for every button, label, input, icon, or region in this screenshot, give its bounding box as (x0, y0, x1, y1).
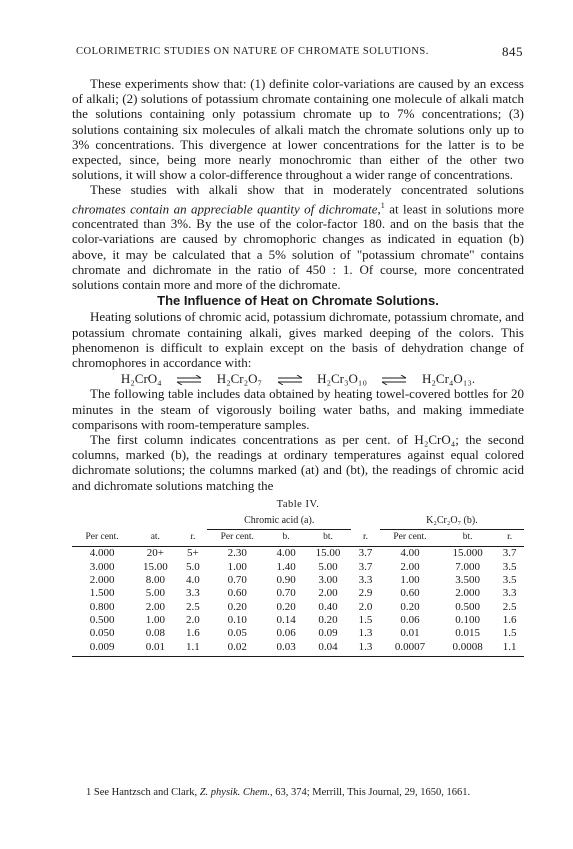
footnote-ref: 1 (380, 200, 385, 210)
table-title: Table IV. (276, 498, 320, 510)
table-cell: 0.20 (227, 600, 247, 613)
table-cell: 0.01 (400, 627, 420, 640)
equation-term-1: H₂CrO₄ (120, 371, 162, 387)
equation-term-3: H₂Cr₃O₁₀ (317, 371, 367, 387)
table-group-chromic-acid: Chromic acid (a). (207, 513, 351, 530)
table-cell: 0.10 (227, 613, 247, 626)
table-cell: 15.00 (315, 547, 341, 560)
table-cell: 0.20 (276, 600, 296, 613)
table-cell: 0.14 (276, 613, 296, 626)
table-cell: 1.5 (502, 627, 517, 640)
table-cell: 8.00 (145, 574, 165, 587)
paragraph-column-explanation: The first column indicates concentrations as per cent. of H₂CrO₄; the second columns, marked (b), the readings at ordinary temperatures against equal colored dichromate solutions; the columns marked (at) and (bt), the readings of chromic acid and dichromate solutions matching the (72, 432, 524, 493)
table-cell: 5.00 (145, 587, 165, 600)
page-number: 845 (502, 44, 523, 59)
table-cell: 2.000 (455, 587, 481, 600)
table-cell: 1.1 (495, 641, 524, 657)
table-cell: 0.40 (318, 600, 338, 613)
equilibrium-arrow-icon (176, 375, 202, 385)
table-cell: 1.6 (502, 613, 517, 626)
table-cell: 3.7 (358, 560, 373, 573)
table-body (72, 547, 524, 656)
table-cell: 0.08 (145, 627, 165, 640)
footnote-text-start: 1 See Hantzsch and Clark, (86, 787, 200, 798)
table-cell: 1.5 (358, 613, 373, 626)
table-cell: 0.050 (89, 627, 115, 640)
data-table (72, 513, 524, 657)
paragraph-conclusions: These experiments show that: (1) definite color-variations are caused by an excess of alkali; (2) solutions of potassium chromate containing one molecule of alkali match the solutions containing only potassium chromate up to 7% concentrations; (3) solutions containing six molecules of alkali match the chromate solutions only up to 3% concentrations. This divergence at lower concentrations for the latter is to be expected, since, being more nearly monochromic than either of the other two solutions, it will show a color-difference throughout a wider range of concentrations. (72, 76, 524, 183)
table-cell: 0.06 (276, 627, 296, 640)
footnote (72, 786, 524, 799)
column-header: r. (351, 530, 380, 547)
column-header: Per cent. (72, 530, 132, 547)
table-header-row (72, 530, 524, 547)
table-cell: 3.00 (318, 574, 338, 587)
footnote-text-end: , 63, 374; Merrill, This Journal, 29, 1650, 1661. (270, 787, 471, 798)
table-cell: 0.500 (455, 600, 481, 613)
table-cell: 1.3 (358, 627, 373, 640)
running-title: COLORIMETRIC STUDIES ON NATURE OF CHROMATE SOLUTIONS. (76, 46, 429, 57)
table-cell: 15.000 (452, 547, 483, 560)
equilibrium-arrow-icon (277, 375, 303, 385)
article-body (72, 76, 524, 657)
table-cell: 1.1 (179, 641, 208, 657)
column-header: bt. (305, 530, 351, 547)
table-cell: 2.0 (358, 600, 373, 613)
table-cell: 0.20 (400, 600, 420, 613)
table-cell: 15.00 (142, 560, 168, 573)
table-cell: 0.015 (455, 627, 481, 640)
table-cell: 4.0 (185, 574, 200, 587)
table-cell: 1.40 (276, 560, 296, 573)
table-cell: 3.5 (502, 560, 517, 573)
table-row (72, 614, 524, 627)
dehydration-equation (72, 371, 524, 386)
table-cell: 1.3 (351, 641, 380, 657)
table-cell: 1.00 (400, 574, 420, 587)
table-row (72, 561, 524, 574)
table-group-dichromate: K₂Cr₂O₇ (b). (380, 513, 524, 530)
table-cell: 3.3 (185, 587, 200, 600)
column-header: Per cent. (207, 530, 267, 547)
table-cell: 5.00 (318, 560, 338, 573)
table-cell: 1.00 (227, 560, 247, 573)
table-cell: 0.009 (72, 641, 132, 657)
table-cell: 0.500 (89, 613, 115, 626)
paragraph-table-method: The following table includes data obtained by heating towel-covered bottles for 20 minutes in the steam of vigorously boiling water baths, and making immediate comparisons with room-temperature samples. (72, 386, 524, 432)
table-cell: 0.06 (400, 613, 420, 626)
table-cell: 7.000 (455, 560, 481, 573)
table-cell: 0.90 (276, 574, 296, 587)
table-cell: 4.00 (400, 547, 420, 560)
table-cell: 2.30 (227, 547, 247, 560)
table-row (72, 574, 524, 587)
table-cell: 0.05 (227, 627, 247, 640)
table-cell: 0.09 (318, 627, 338, 640)
paragraph-alkali-studies (72, 182, 524, 292)
paragraph-alkali-studies-end: at least in solutions more concentrated than 3%. By the use of the color-factor 180. and on the basis that the color-variations are caused by chromophoric changes as indicated in equation (b) above, it may be calculated that a 5% solution of "potassium chromate" contains chromate and dichromate in the ratio of 450 : 1. Of course, more concentrated solutions contain more and more of the dichromate. (72, 200, 525, 292)
table-cell: 0.20 (318, 613, 338, 626)
table-cell: 0.100 (455, 613, 481, 626)
equation-term-4: H₂Cr₄O₁₃. (421, 371, 476, 387)
table-cell: 3.500 (455, 574, 481, 587)
table-cell: 2.0 (185, 613, 200, 626)
table-cell: 3.3 (358, 574, 373, 587)
table-cell: 3.3 (502, 587, 517, 600)
table-cell: 2.00 (400, 560, 420, 573)
column-header: bt. (440, 530, 495, 547)
table-cell: 0.70 (227, 574, 247, 587)
table-cell: 2.5 (502, 600, 517, 613)
table-cell: 1.6 (185, 627, 200, 640)
table-cell: 4.000 (89, 547, 115, 560)
table-cell: 3.000 (89, 560, 115, 573)
table-cell: 1.500 (89, 587, 115, 600)
table-cell: 0.04 (305, 641, 351, 657)
table-cell: 0.70 (276, 587, 296, 600)
table-cell: 20+ (146, 547, 164, 560)
table-cell: 0.01 (132, 641, 178, 657)
table-row (72, 601, 524, 614)
running-header (76, 46, 523, 62)
table-cell: 3.7 (502, 547, 517, 560)
table-cell: 2.5 (185, 600, 200, 613)
section-heading: The Influence of Heat on Chromate Solutions. (157, 293, 439, 309)
footnote-text (72, 786, 524, 799)
table-cell: 5+ (186, 547, 199, 560)
table-cell: 0.02 (207, 641, 267, 657)
column-header: r. (179, 530, 208, 547)
equilibrium-arrow-icon (381, 375, 407, 385)
table-cell: 2.00 (145, 600, 165, 613)
table-row (72, 641, 524, 657)
table-cell: 5.0 (185, 560, 200, 573)
footnote-journal: Z. physik. Chem. (199, 787, 271, 798)
table-cell: 0.800 (89, 600, 115, 613)
table-cell: 3.7 (358, 547, 373, 560)
table-cell: 2.9 (358, 587, 373, 600)
column-header: r. (495, 530, 524, 547)
table-cell: 0.60 (227, 587, 247, 600)
table-cell: 4.00 (276, 547, 296, 560)
table-row (72, 547, 524, 561)
column-header: at. (132, 530, 178, 547)
paragraph-alkali-studies-start: These studies with alkali show that in moderately concentrated solutions (90, 182, 524, 198)
table-cell: 0.0008 (440, 641, 495, 657)
table-cell: 1.00 (145, 613, 165, 626)
table-row (72, 587, 524, 600)
table-cell: 0.60 (400, 587, 420, 600)
equation-term-2: H₂Cr₂O₇ (216, 371, 263, 387)
table-cell: 0.03 (267, 641, 305, 657)
table-cell: 0.0007 (380, 641, 440, 657)
column-header: b. (267, 530, 305, 547)
table-cell: 2.000 (89, 574, 115, 587)
column-header: Per cent. (380, 530, 440, 547)
table-row (72, 627, 524, 640)
emphasis-dichromate: chromates contain an appreciable quantity of dichromate, (72, 200, 381, 216)
table-cell: 2.00 (318, 587, 338, 600)
table-cell: 3.5 (502, 574, 517, 587)
paragraph-heating: Heating solutions of chromic acid, potassium dichromate, potassium chromate, and potassium chromate containing alkali, gives marked deeping of the colors. This phenomenon is difficult to explain except on the basis of dehydration change of chromophores in accordance with: (72, 309, 524, 370)
